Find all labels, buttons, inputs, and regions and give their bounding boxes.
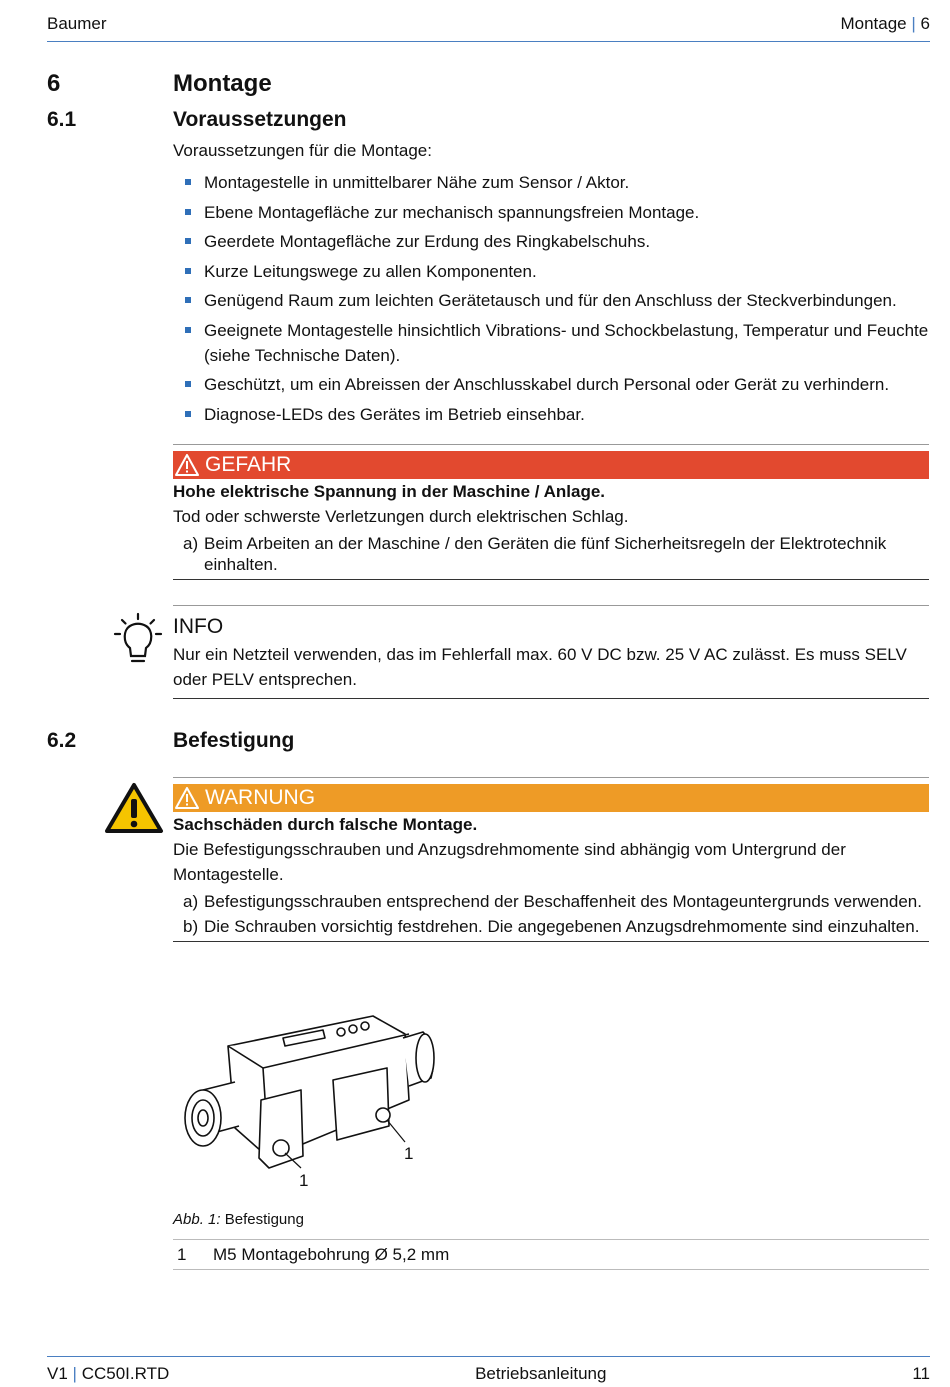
list-item: Geeignete Montagestelle hinsichtlich Vibrations- und Schockbelastung, Temperatur und Feuchte (siehe Technische Daten).: [173, 318, 933, 368]
header-section: Montage | 6: [840, 14, 930, 33]
list-item: Genügend Raum zum leichten Gerätetausch und für den Anschluss der Steckverbindungen.: [173, 288, 933, 313]
page-number: 11: [912, 1364, 930, 1383]
list-item: Kurze Leitungswege zu allen Komponenten.: [173, 259, 933, 284]
footer-doc-title: Betriebsanleitung: [475, 1364, 607, 1383]
requirements-intro: Voraussetzungen für die Montage:: [173, 141, 432, 160]
callout-label: 1: [299, 1171, 309, 1190]
warning-headline: Sachschäden durch falsche Montage.: [173, 815, 478, 834]
list-item: Ebene Montagefläche zur mechanisch spannungsfreien Montage.: [173, 200, 933, 225]
bullet-icon: [185, 381, 191, 387]
danger-headline: Hohe elektrische Spannung in der Maschine / Anlage.: [173, 482, 606, 501]
warning-step: b) Die Schrauben vorsichtig festdrehen. Die angegebenen Anzugsdrehmomente sind einzuhalten.: [183, 917, 920, 936]
warning-sign-icon: [104, 782, 164, 834]
warning-triangle-icon: [175, 787, 199, 809]
warning-label: WARNUNG: [205, 786, 316, 809]
legend-text: M5 Montagebohrung Ø 5,2 mm: [213, 1244, 450, 1264]
danger-label: GEFAHR: [205, 453, 292, 476]
chapter-title: Montage: [173, 70, 272, 97]
warning-text: Die Befestigungsschrauben und Anzugsdrehmomente sind abhängig vom Untergrund der Montagestelle.: [173, 840, 846, 884]
warning-bar: [173, 784, 929, 812]
warning-notice: [173, 777, 929, 942]
bullet-icon: [185, 179, 191, 185]
lightbulb-icon: [113, 612, 163, 664]
callout-label: 1: [404, 1144, 414, 1163]
list-item: Geschützt, um ein Abreissen der Anschlusskabel durch Personal oder Gerät zu verhindern.: [173, 372, 933, 397]
device-mounting-illustration: [173, 1008, 443, 1193]
info-notice: [173, 605, 929, 699]
warning-step: a) Befestigungsschrauben entsprechend der Beschaffenheit des Montageuntergrunds verwenden.: [183, 892, 922, 911]
bullet-icon: [185, 327, 191, 333]
bullet-icon: [185, 238, 191, 244]
page-header: [47, 14, 930, 42]
info-label: INFO: [173, 615, 224, 638]
list-item: Geerdete Montagefläche zur Erdung des Ringkabelschuhs.: [173, 229, 933, 254]
footer-doc-id: V1 | CC50I.RTD: [47, 1364, 170, 1383]
legend-number: 1: [177, 1244, 187, 1264]
header-brand: Baumer: [47, 14, 107, 33]
list-item: Montagestelle in unmittelbarer Nähe zum Sensor / Aktor.: [173, 170, 933, 195]
chapter-number: 6: [47, 70, 61, 97]
figure-legend-row: [173, 1239, 929, 1270]
list-item: Diagnose-LEDs des Gerätes im Betrieb einsehbar.: [173, 402, 933, 427]
danger-bar: [173, 451, 929, 479]
danger-notice: [173, 444, 929, 580]
danger-text: Tod oder schwerste Verletzungen durch elektrischen Schlag.: [173, 507, 629, 526]
warning-triangle-icon: [175, 454, 199, 476]
bullet-icon: [185, 297, 191, 303]
bullet-icon: [185, 268, 191, 274]
figure-caption: Abb. 1: Befestigung: [173, 1211, 304, 1228]
info-text: Nur ein Netzteil verwenden, das im Fehlerfall max. 60 V DC bzw. 25 V AC zulässt. Es muss SELV oder PELV entsprechen.: [173, 645, 907, 689]
bullet-icon: [185, 209, 191, 215]
danger-step: a) Beim Arbeiten an der Maschine / den Geräten die fünf Sicherheitsregeln der Elektrotechnik einhalten.: [183, 534, 887, 574]
requirements-list: [173, 170, 933, 431]
bullet-icon: [185, 411, 191, 417]
page-footer: [47, 1356, 930, 1384]
